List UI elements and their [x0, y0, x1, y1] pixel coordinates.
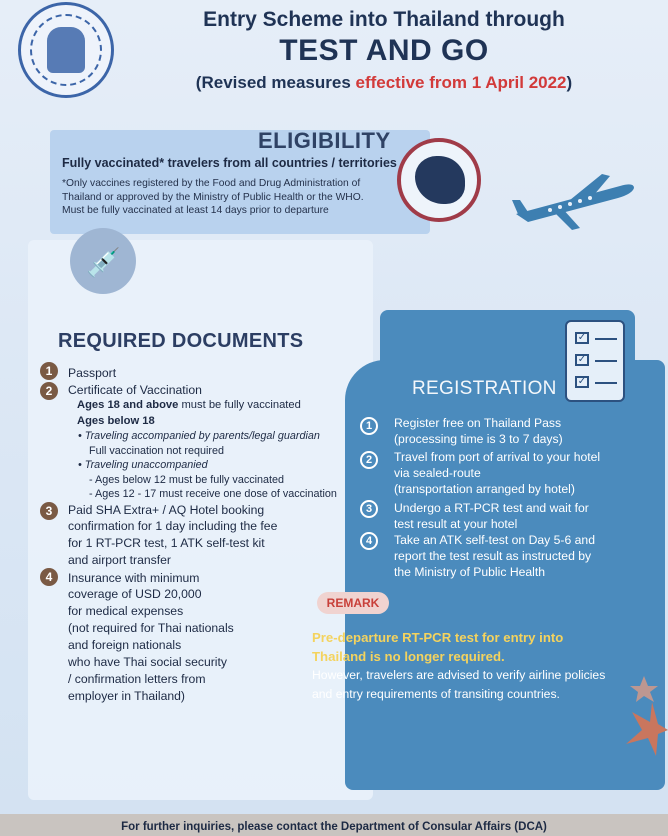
doc-number: 3	[40, 502, 58, 520]
vacc-bullet-1-note: Full vaccination not required	[89, 445, 225, 457]
effective-date: effective from 1 April 2022	[355, 73, 567, 92]
doc-insurance-line: / confirmation letters from	[68, 672, 206, 686]
doc-hotel-line: and airport transfer	[68, 553, 171, 567]
starfish-icon	[612, 672, 668, 782]
footer-text: For further inquiries, please contact the Department of Consular Affairs (DCA)	[121, 821, 547, 833]
eligibility-subtitle: Fully vaccinated* travelers from all countries / territories	[62, 156, 397, 170]
doc-insurance-line: who have Thai social security	[68, 655, 227, 669]
doc-insurance-line: and foreign nationals	[68, 638, 182, 652]
step-number: 3	[360, 500, 378, 518]
required-documents-heading: REQUIRED DOCUMENTS	[58, 330, 304, 352]
vacc-bullet-2: • Traveling unaccompanied	[78, 459, 208, 471]
syringe-icon: 💉	[86, 247, 121, 278]
step-2: Travel from port of arrival to your hotel via sealed-route (transportation arranged by hotel)	[394, 450, 601, 496]
doc-hotel-line: confirmation for 1 day including the fee	[68, 519, 278, 533]
title-revised: (Revised measures effective from 1 April 2022)	[195, 73, 573, 92]
registration-heading: REGISTRATION	[412, 378, 557, 399]
vacc-bullet-2b: - Ages 12 - 17 must receive one dose of vaccination	[89, 488, 337, 500]
doc-insurance-line: employer in Thailand)	[68, 689, 185, 703]
vacc-ages18: Ages 18 and above must be fully vaccinated	[77, 399, 301, 411]
checklist-icon: ✓ ✓ ✓	[565, 320, 625, 402]
vacc-bullet-2a: - Ages below 12 must be fully vaccinated	[89, 474, 285, 486]
doc-insurance: Insurance with minimum	[68, 571, 200, 585]
doc-number: 1	[40, 362, 58, 380]
government-seal-icon	[18, 2, 114, 98]
eligibility-heading: ELIGIBILITY	[258, 128, 391, 153]
doc-vaccination: Certificate of Vaccination	[68, 383, 202, 397]
airplane-icon	[510, 172, 638, 232]
title-line-1: Entry Scheme into Thailand through	[203, 8, 565, 31]
doc-passport: Passport	[68, 366, 117, 380]
step-number: 1	[360, 417, 378, 435]
doc-hotel: Paid SHA Extra+ / AQ Hotel booking	[68, 503, 265, 517]
step-number: 2	[360, 451, 378, 469]
remark-bold-text: Pre-departure RT-PCR test for entry into Thailand is no longer required.	[312, 630, 564, 664]
step-1: Register free on Thailand Pass (processing time is 3 to 7 days)	[394, 416, 563, 446]
doc-number: 4	[40, 568, 58, 586]
vacc-bullet-1: • Traveling accompanied by parents/legal guardian	[78, 430, 320, 442]
eligibility-note: *Only vaccines registered by the Food and Drug Administration of Thailand or approved by the Ministry of Public Health or the WHO. Must be fully vaccinated at least 14 days prior to departure	[62, 178, 364, 216]
step-3: Undergo a RT-PCR test and wait for test result at your hotel	[394, 501, 589, 531]
step-number: 4	[360, 532, 378, 550]
vacc-below18: Ages below 18	[77, 415, 155, 427]
globe-icon	[397, 138, 481, 222]
doc-insurance-line: coverage of USD 20,000	[68, 587, 202, 601]
remark-advice-text: However, travelers are advised to verify airline policies and entry requirements of transiting countries.	[312, 668, 606, 701]
doc-hotel-line: for 1 RT-PCR test, 1 ATK self-test kit	[68, 536, 265, 550]
title-main: TEST AND GO	[279, 34, 489, 67]
step-4: Take an ATK self-test on Day 5-6 and report the test result as instructed by the Ministry of Public Health	[394, 533, 595, 579]
doc-number: 2	[40, 382, 58, 400]
doc-insurance-line: for medical expenses	[68, 604, 184, 618]
doc-insurance-line: (not required for Thai nationals	[68, 621, 234, 635]
remark-badge: REMARK	[317, 592, 389, 614]
